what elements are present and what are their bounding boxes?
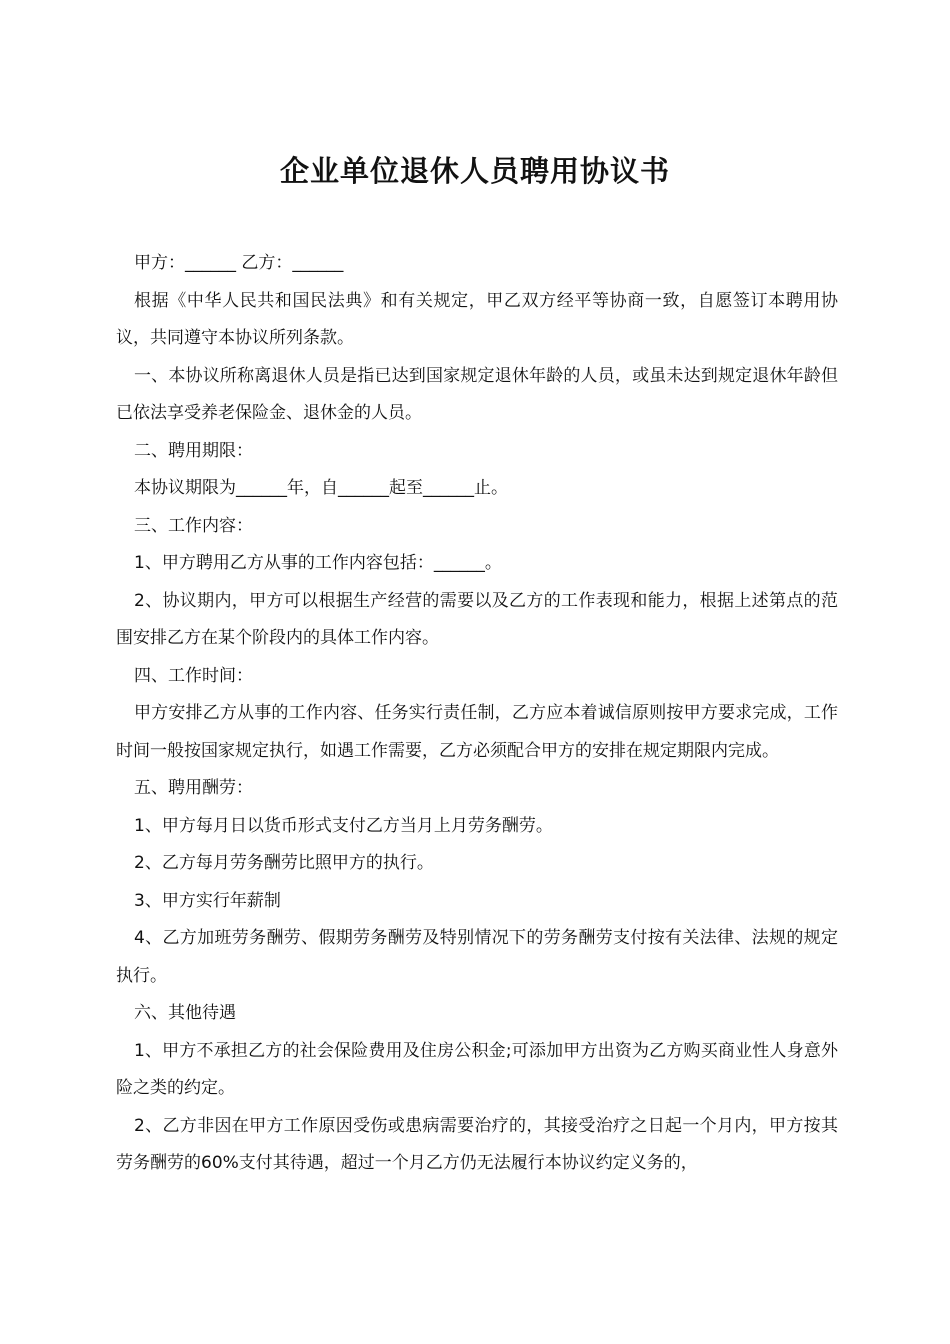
work-content-item-2: 2、协议期内，甲方可以根据生产经营的需要以及乙方的工作表现和能力，根据上述第点的范围安排乙方在某个阶段内的具体工作内容。 <box>116 590 838 648</box>
remuneration-item-3: 3、甲方实行年薪制 <box>134 890 281 911</box>
clause-1-paragraph: 一、本协议所称离退休人员是指已达到国家规定退休年龄的人员，或虽未达到规定退休年龄但已依法享受养老保险金、退休金的人员。 <box>116 365 838 423</box>
remuneration-item-2: 2、乙方每月劳务酬劳比照甲方的执行。 <box>134 853 434 873</box>
section-heading-work-content: 三、工作内容： <box>134 515 253 536</box>
section-heading-term: 二、聘用期限： <box>134 440 253 461</box>
other-benefits-item-2: 2、乙方非因在甲方工作原因受伤或患病需要治疗的，其接受治疗之日起一个月内，甲方按其劳务酬劳的60%支付其待遇，超过一个月乙方仍无法履行本协议约定义务的， <box>116 1115 838 1173</box>
document-body <box>116 245 838 1183</box>
section-heading-other-benefits: 六、其他待遇 <box>134 1003 236 1023</box>
work-time-paragraph: 甲方安排乙方从事的工作内容、任务实行责任制，乙方应本着诚信原则按甲方要求完成，工作时间一般按国家规定执行，如遇工作需要，乙方必须配合甲方的安排在规定期限内完成。 <box>116 703 838 761</box>
section-heading-remuneration: 五、聘用酬劳： <box>134 778 253 798</box>
preamble-paragraph: 根据《中华人民共和国民法典》和有关规定，甲乙双方经平等协商一致，自愿签订本聘用协议，共同遵守本协议所列条款。 <box>116 290 838 348</box>
term-paragraph: 本协议期限为______年，自______起至______止。 <box>134 478 508 498</box>
document-title: 企业单位退休人员聘用协议书 <box>279 154 670 189</box>
remuneration-item-4: 4、乙方加班劳务酬劳、假期劳务酬劳及特别情况下的劳务酬劳支付按有关法律、法规的规定执行。 <box>116 928 838 986</box>
work-content-item-1: 1、甲方聘用乙方从事的工作内容包括：______。 <box>134 553 502 573</box>
parties-line: 甲方：______ 乙方：______ <box>134 253 344 273</box>
remuneration-item-1: 1、甲方每月日以货币形式支付乙方当月上月劳务酬劳。 <box>134 815 553 836</box>
other-benefits-item-1: 1、甲方不承担乙方的社会保险费用及住房公积金;可添加甲方出资为乙方购买商业性人身意外险之类的约定。 <box>116 1040 838 1098</box>
section-heading-work-time: 四、工作时间： <box>134 665 253 686</box>
